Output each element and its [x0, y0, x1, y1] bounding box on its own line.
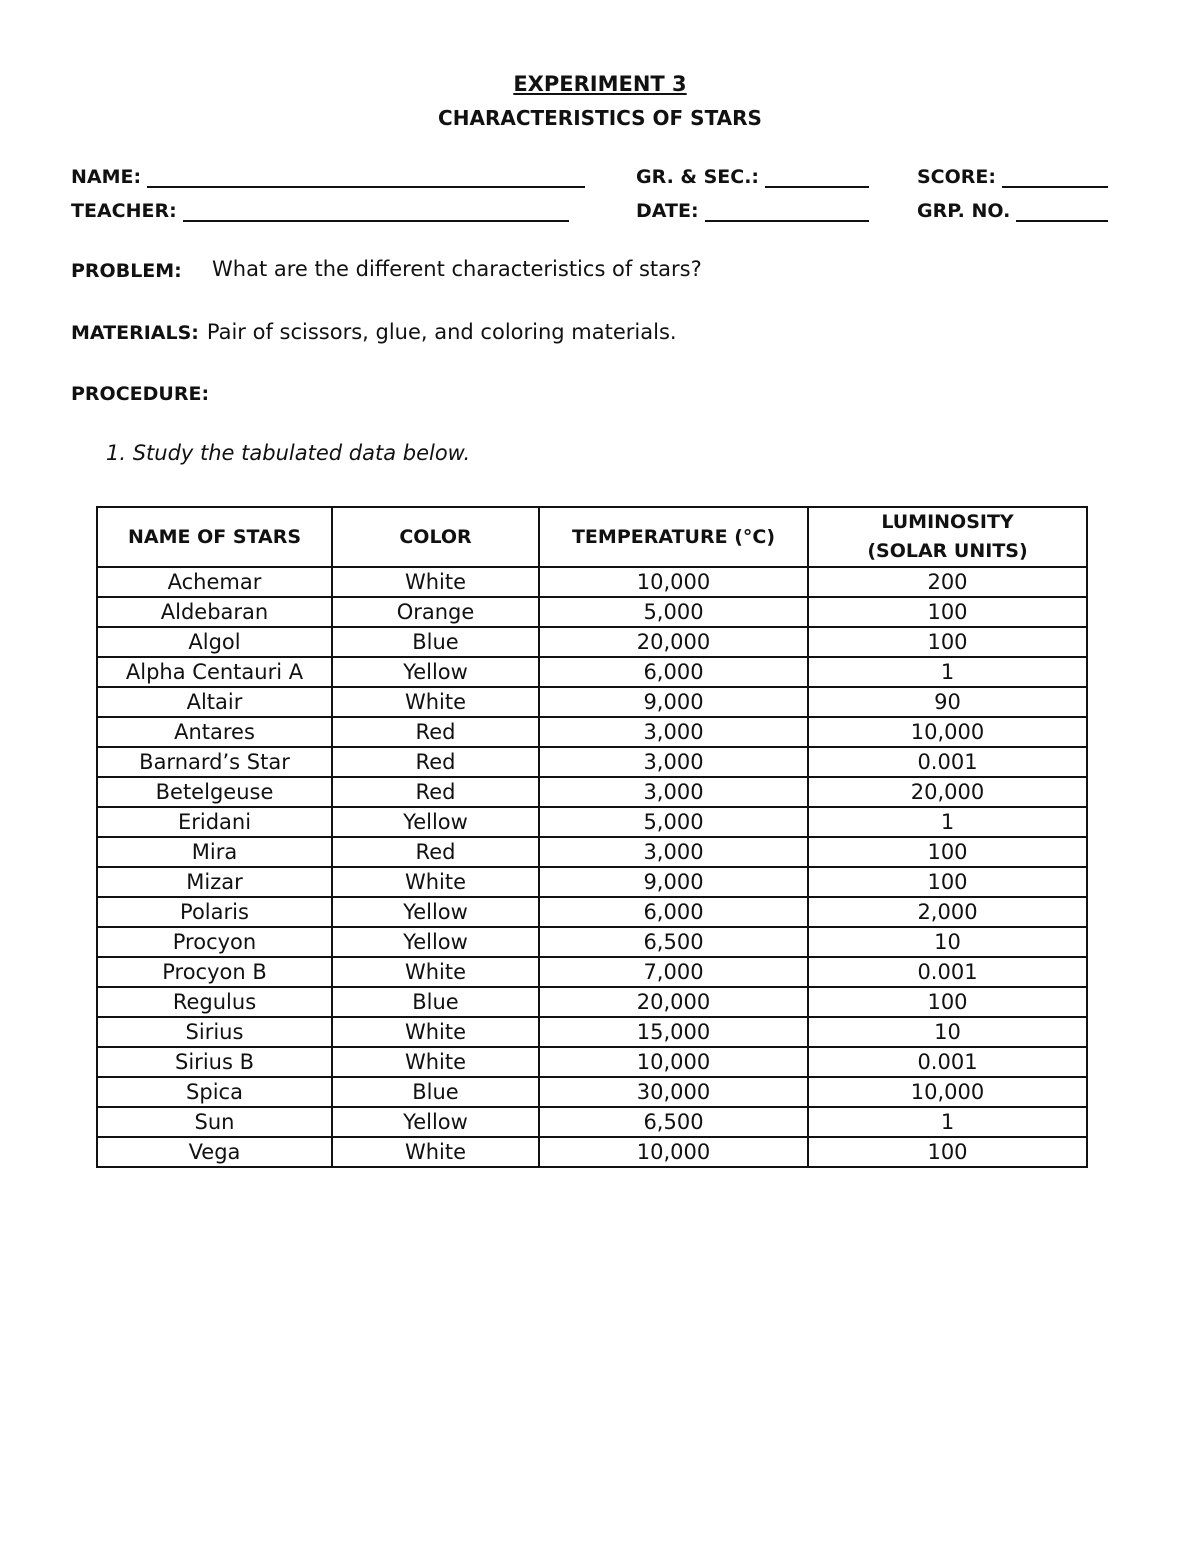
table-row: [97, 657, 1087, 687]
star-luminosity-cell: 10: [808, 1017, 1087, 1047]
star-color-cell: Yellow: [332, 807, 539, 837]
star-luminosity-cell: 200: [808, 567, 1087, 597]
star-name-cell: Regulus: [97, 987, 332, 1017]
table-row: [97, 567, 1087, 597]
star-temperature-cell: 3,000: [539, 747, 808, 777]
star-color-cell: Orange: [332, 597, 539, 627]
star-luminosity-cell: 1: [808, 657, 1087, 687]
table-row: [97, 927, 1087, 957]
star-name-cell: Spica: [97, 1077, 332, 1107]
grp-no-label: GRP. NO.: [917, 200, 1011, 222]
star-name-cell: Sirius: [97, 1017, 332, 1047]
star-color-cell: Blue: [332, 627, 539, 657]
star-temperature-cell: 6,000: [539, 657, 808, 687]
star-temperature-cell: 20,000: [539, 627, 808, 657]
grp-no-field[interactable]: [917, 200, 1108, 222]
star-luminosity-cell: 2,000: [808, 897, 1087, 927]
star-luminosity-cell: 100: [808, 837, 1087, 867]
star-name-cell: Barnard’s Star: [97, 747, 332, 777]
star-name-cell: Polaris: [97, 897, 332, 927]
star-luminosity-cell: 100: [808, 1137, 1087, 1167]
star-color-cell: White: [332, 1137, 539, 1167]
procedure-label: PROCEDURE:: [71, 383, 210, 405]
problem-text: What are the different characteristics of stars?: [212, 257, 702, 281]
header-temperature: TEMPERATURE (°C): [539, 507, 808, 567]
star-luminosity-cell: 0.001: [808, 747, 1087, 777]
star-temperature-cell: 5,000: [539, 597, 808, 627]
star-temperature-cell: 3,000: [539, 717, 808, 747]
materials-line: [71, 320, 677, 344]
star-luminosity-cell: 100: [808, 597, 1087, 627]
star-color-cell: Yellow: [332, 927, 539, 957]
table-row: [97, 597, 1087, 627]
table-row: [97, 1017, 1087, 1047]
star-name-cell: Alpha Centauri A: [97, 657, 332, 687]
star-luminosity-cell: 10,000: [808, 1077, 1087, 1107]
star-color-cell: White: [332, 687, 539, 717]
grp-no-blank[interactable]: [1016, 200, 1108, 222]
star-name-cell: Algol: [97, 627, 332, 657]
star-temperature-cell: 15,000: [539, 1017, 808, 1047]
star-luminosity-cell: 0.001: [808, 1047, 1087, 1077]
name-field[interactable]: [71, 166, 585, 188]
star-luminosity-cell: 100: [808, 627, 1087, 657]
star-temperature-cell: 10,000: [539, 567, 808, 597]
star-name-cell: Achemar: [97, 567, 332, 597]
teacher-blank[interactable]: [183, 200, 569, 222]
header-luminosity: [808, 507, 1087, 567]
table-row: [97, 717, 1087, 747]
star-temperature-cell: 5,000: [539, 807, 808, 837]
experiment-subtitle: CHARACTERISTICS OF STARS: [438, 106, 762, 130]
table-row: [97, 1047, 1087, 1077]
star-luminosity-cell: 20,000: [808, 777, 1087, 807]
header-color: COLOR: [332, 507, 539, 567]
score-label: SCORE:: [917, 166, 996, 188]
table-row: [97, 687, 1087, 717]
star-luminosity-cell: 100: [808, 867, 1087, 897]
table-row: [97, 807, 1087, 837]
name-label: NAME:: [71, 166, 142, 188]
star-name-cell: Altair: [97, 687, 332, 717]
experiment-title: EXPERIMENT 3: [513, 72, 687, 96]
star-color-cell: Blue: [332, 987, 539, 1017]
star-temperature-cell: 7,000: [539, 957, 808, 987]
gr-sec-blank[interactable]: [765, 166, 869, 188]
header-luminosity-line1: LUMINOSITY: [881, 511, 1014, 533]
table-row: [97, 837, 1087, 867]
star-name-cell: Vega: [97, 1137, 332, 1167]
star-name-cell: Eridani: [97, 807, 332, 837]
star-name-cell: Procyon B: [97, 957, 332, 987]
table-row: [97, 957, 1087, 987]
star-color-cell: White: [332, 867, 539, 897]
star-color-cell: White: [332, 1047, 539, 1077]
header-name-of-stars: NAME OF STARS: [97, 507, 332, 567]
star-temperature-cell: 6,000: [539, 897, 808, 927]
star-luminosity-cell: 10: [808, 927, 1087, 957]
star-color-cell: Yellow: [332, 897, 539, 927]
star-color-cell: Red: [332, 717, 539, 747]
star-color-cell: Yellow: [332, 1107, 539, 1137]
star-luminosity-cell: 90: [808, 687, 1087, 717]
star-color-cell: White: [332, 567, 539, 597]
teacher-field[interactable]: [71, 200, 569, 222]
star-luminosity-cell: 1: [808, 1107, 1087, 1137]
star-temperature-cell: 6,500: [539, 1107, 808, 1137]
gr-sec-field[interactable]: [636, 166, 869, 188]
star-luminosity-cell: 100: [808, 987, 1087, 1017]
star-color-cell: Red: [332, 747, 539, 777]
star-temperature-cell: 6,500: [539, 927, 808, 957]
star-name-cell: Betelgeuse: [97, 777, 332, 807]
table-row: [97, 867, 1087, 897]
materials-label: MATERIALS:: [71, 322, 199, 344]
star-luminosity-cell: 0.001: [808, 957, 1087, 987]
score-field[interactable]: [917, 166, 1108, 188]
star-luminosity-cell: 10,000: [808, 717, 1087, 747]
materials-text: Pair of scissors, glue, and coloring materials.: [206, 320, 677, 344]
table-row: [97, 1107, 1087, 1137]
star-temperature-cell: 30,000: [539, 1077, 808, 1107]
star-name-cell: Mira: [97, 837, 332, 867]
star-name-cell: Mizar: [97, 867, 332, 897]
star-temperature-cell: 10,000: [539, 1137, 808, 1167]
table-header-row: [97, 507, 1087, 567]
star-name-cell: Sun: [97, 1107, 332, 1137]
stars-table: [96, 506, 1088, 1168]
table-row: [97, 897, 1087, 927]
star-temperature-cell: 3,000: [539, 777, 808, 807]
star-temperature-cell: 3,000: [539, 837, 808, 867]
star-color-cell: Red: [332, 777, 539, 807]
score-blank[interactable]: [1002, 166, 1108, 188]
teacher-label: TEACHER:: [71, 200, 177, 222]
date-label: DATE:: [636, 200, 699, 222]
header-luminosity-line2: (SOLAR UNITS): [867, 540, 1028, 562]
star-color-cell: Blue: [332, 1077, 539, 1107]
date-blank[interactable]: [705, 200, 869, 222]
star-name-cell: Aldebaran: [97, 597, 332, 627]
table-row: [97, 747, 1087, 777]
star-name-cell: Sirius B: [97, 1047, 332, 1077]
gr-sec-label: GR. & SEC.:: [636, 166, 760, 188]
table-row: [97, 1077, 1087, 1107]
star-temperature-cell: 9,000: [539, 867, 808, 897]
table-row: [97, 777, 1087, 807]
table-row: [97, 627, 1087, 657]
problem-label: PROBLEM:: [71, 260, 182, 282]
star-color-cell: Yellow: [332, 657, 539, 687]
procedure-step: 1. Study the tabulated data below.: [106, 441, 471, 465]
name-blank[interactable]: [147, 166, 585, 188]
star-name-cell: Procyon: [97, 927, 332, 957]
star-name-cell: Antares: [97, 717, 332, 747]
star-color-cell: White: [332, 1017, 539, 1047]
star-color-cell: Red: [332, 837, 539, 867]
table-row: [97, 987, 1087, 1017]
star-temperature-cell: 9,000: [539, 687, 808, 717]
star-temperature-cell: 20,000: [539, 987, 808, 1017]
date-field[interactable]: [636, 200, 869, 222]
table-row: [97, 1137, 1087, 1167]
star-temperature-cell: 10,000: [539, 1047, 808, 1077]
star-color-cell: White: [332, 957, 539, 987]
star-luminosity-cell: 1: [808, 807, 1087, 837]
